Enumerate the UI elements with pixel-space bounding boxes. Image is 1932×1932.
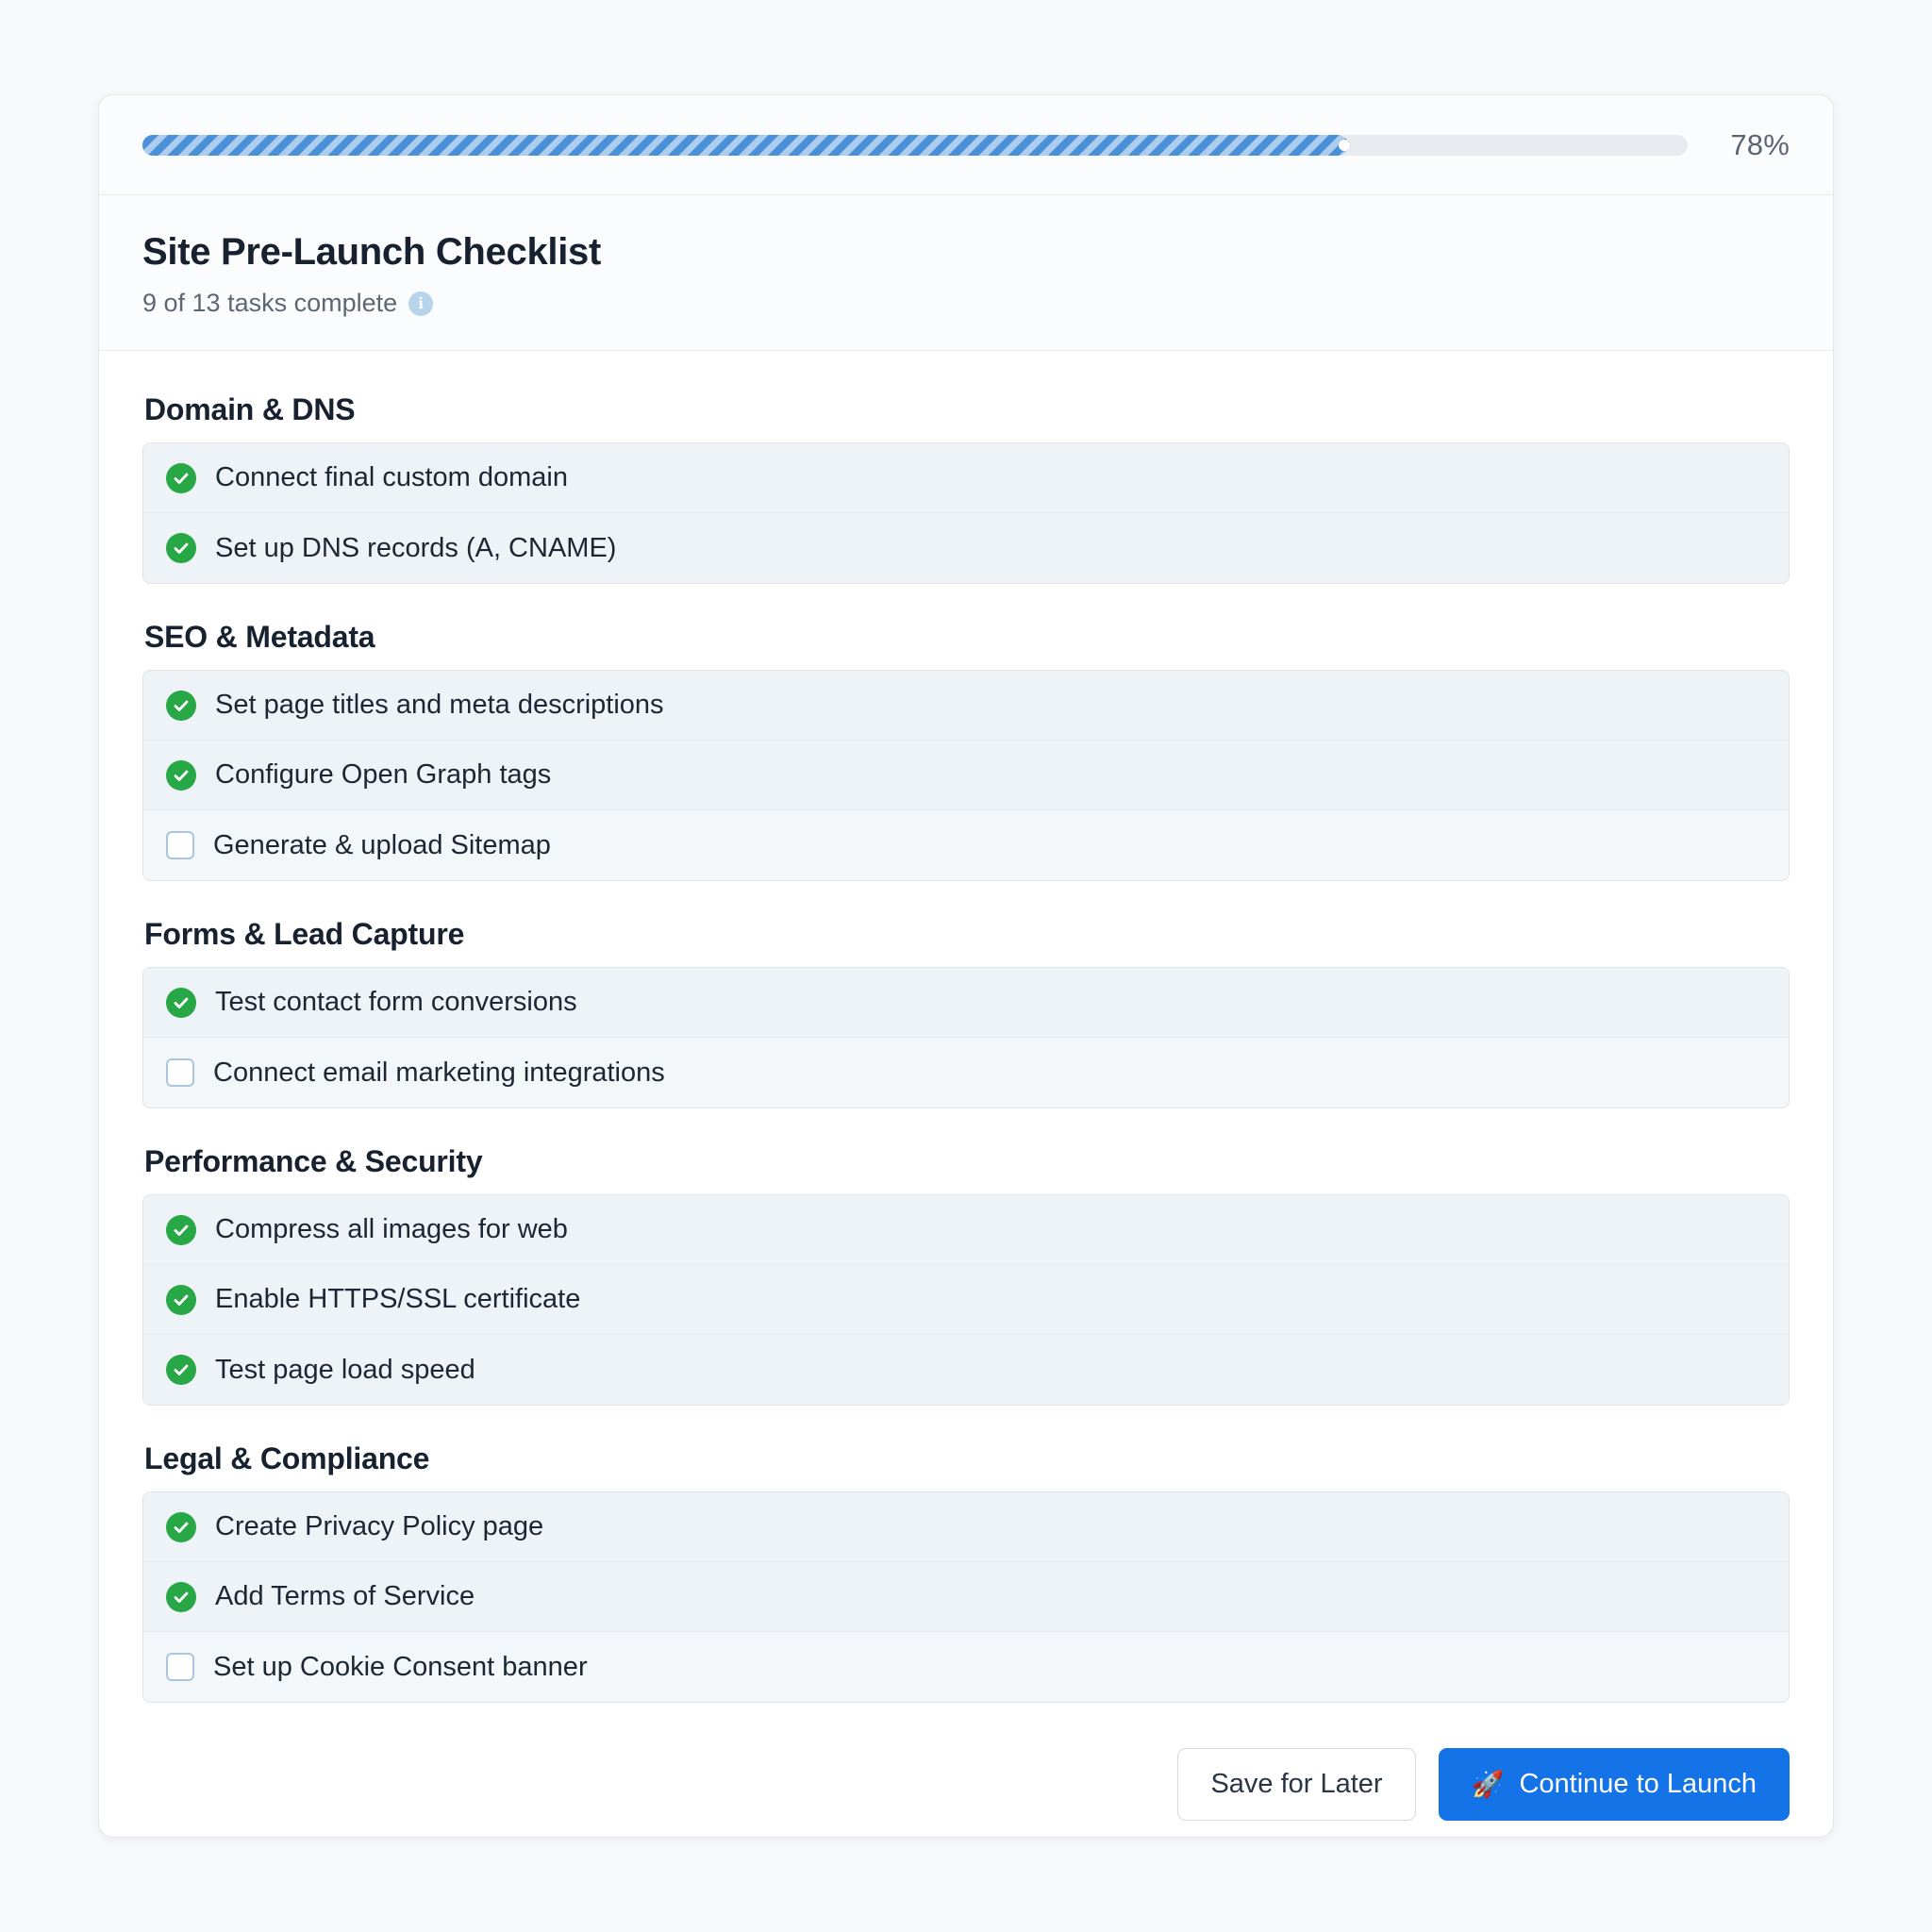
card-header [99,195,1833,351]
task-group-title: Legal & Compliance [144,1441,430,1475]
checklist-card [98,94,1834,1838]
task-label: Enable HTTPS/SSL certificate [215,1284,581,1314]
page-title: Site Pre-Launch Checklist [142,231,601,273]
task-list [142,1194,1790,1406]
task-group-title: SEO & Metadata [144,620,375,654]
task-row[interactable] [143,810,1789,880]
progress-bar[interactable] [142,135,1688,156]
task-row[interactable] [143,671,1789,741]
checkmark-icon[interactable] [166,1512,196,1542]
continue-to-launch-label: Continue to Launch [1519,1769,1757,1799]
checkmark-icon[interactable] [166,691,196,721]
task-label: Configure Open Graph tags [215,759,552,790]
task-label: Connect email marketing integrations [213,1057,665,1088]
task-row[interactable] [143,1038,1789,1108]
task-label: Set up Cookie Consent banner [213,1651,588,1682]
checkmark-icon[interactable] [166,1582,196,1612]
continue-to-launch-button[interactable] [1439,1748,1790,1821]
task-label: Connect final custom domain [215,462,568,492]
save-for-later-button[interactable]: Save for Later [1177,1748,1415,1821]
task-group [142,917,1790,1108]
checkmark-icon[interactable] [166,1355,196,1385]
card-footer [99,1739,1833,1838]
task-label: Create Privacy Policy page [215,1511,544,1541]
task-label: Test page load speed [215,1354,475,1385]
task-list [142,967,1790,1108]
task-label: Set up DNS records (A, CNAME) [215,532,617,563]
task-group [142,1441,1790,1703]
task-row[interactable] [143,513,1789,583]
task-row[interactable] [143,443,1789,513]
task-row[interactable] [143,1492,1789,1562]
checklist-body [99,351,1833,1703]
task-row[interactable] [143,1195,1789,1265]
checkmark-icon[interactable] [166,760,196,791]
task-list [142,1491,1790,1703]
task-group [142,620,1790,881]
task-list [142,670,1790,881]
task-row[interactable] [143,1632,1789,1702]
task-label: Compress all images for web [215,1214,568,1244]
unchecked-checkbox-icon[interactable] [166,831,194,859]
unchecked-checkbox-icon[interactable] [166,1653,194,1681]
checkmark-icon[interactable] [166,533,196,563]
progress-percent-label: 78% [1730,127,1790,161]
rocket-icon: 🚀 [1471,1769,1505,1799]
task-row[interactable] [143,968,1789,1038]
task-label: Test contact form conversions [215,987,577,1017]
task-group-title: Domain & DNS [144,392,356,426]
task-list [142,442,1790,584]
checkmark-icon[interactable] [166,463,196,493]
progress-fill [142,135,1348,156]
task-group-title: Performance & Security [144,1144,483,1178]
task-group [142,1144,1790,1406]
progress-row [99,95,1833,195]
tasks-complete-status: 9 of 13 tasks complete [142,289,398,317]
info-icon[interactable]: i [408,291,433,316]
task-row[interactable] [143,1265,1789,1335]
task-row[interactable] [143,1335,1789,1405]
unchecked-checkbox-icon[interactable] [166,1058,194,1087]
task-group-title: Forms & Lead Capture [144,917,465,951]
task-label: Add Terms of Service [215,1581,475,1611]
task-label: Generate & upload Sitemap [213,829,551,860]
task-group [142,392,1790,584]
task-row[interactable] [143,1562,1789,1632]
subtitle-row [142,289,1790,318]
task-label: Set page titles and meta descriptions [215,690,664,720]
task-row[interactable] [143,741,1789,810]
checkmark-icon[interactable] [166,1215,196,1245]
checkmark-icon[interactable] [166,1285,196,1315]
checkmark-icon[interactable] [166,988,196,1018]
progress-knob[interactable] [1339,140,1350,151]
